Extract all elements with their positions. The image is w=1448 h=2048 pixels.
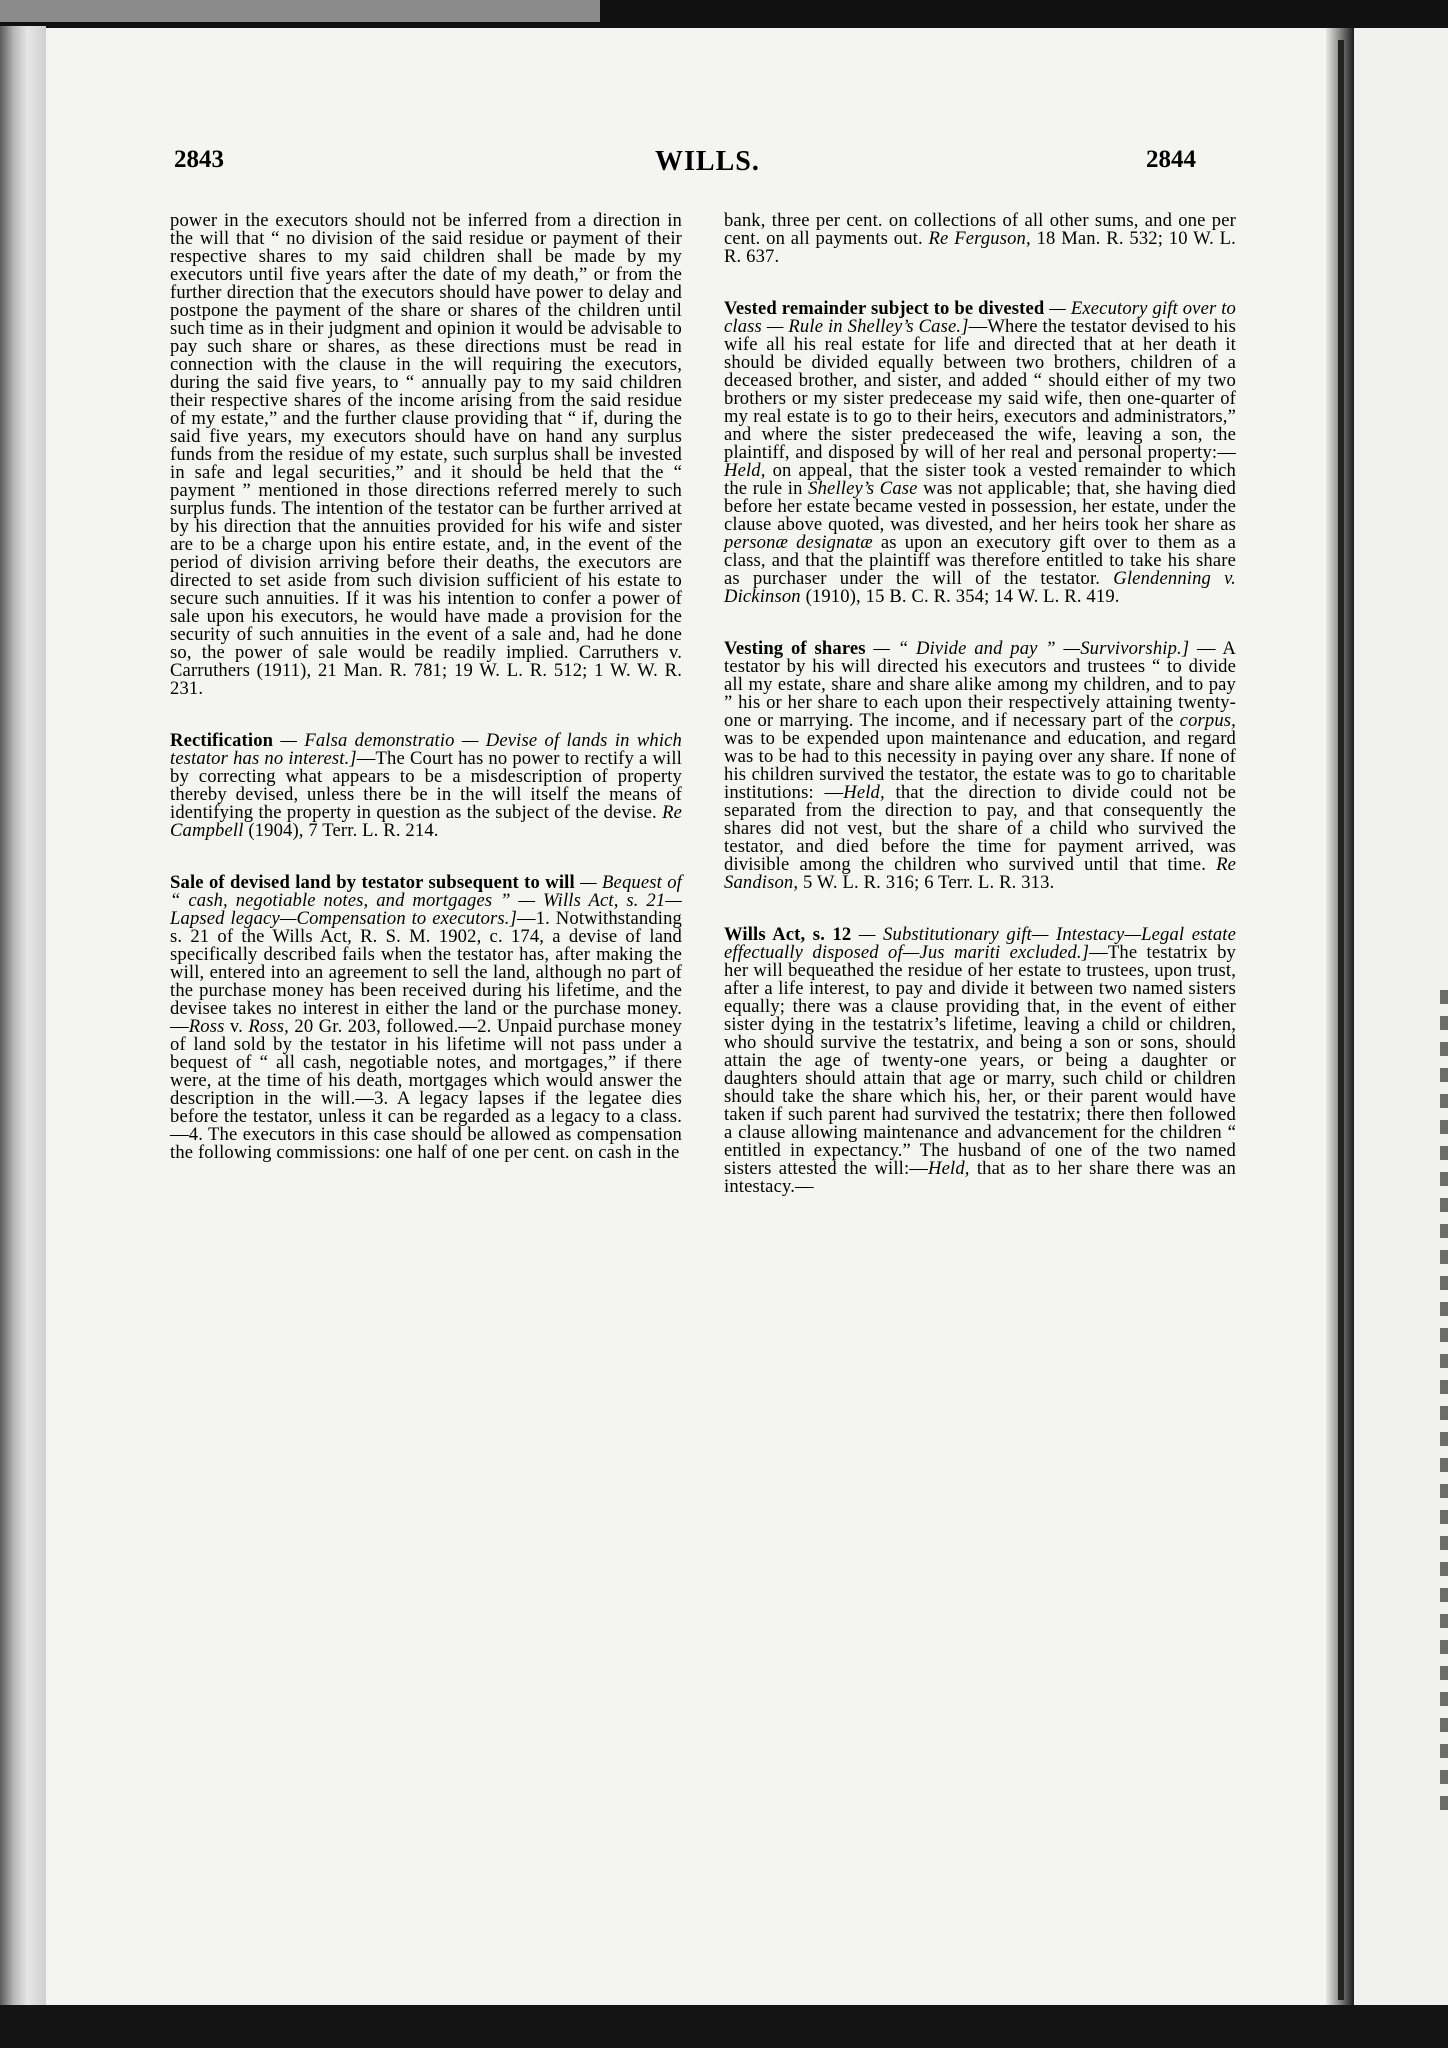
- right-column: [724, 212, 1236, 1196]
- case-citation: Glendenning v. Dickinson: [724, 568, 1236, 607]
- entry-text: was to be expended upon maintenance and education, and regard was to be had to this necessity in paying over any share. If none of his children survived the testator, the estate was to go to charitable institutions: —: [724, 728, 1236, 803]
- case-name: Shelley’s Case: [808, 478, 918, 499]
- entry-vesting-of-shares: [724, 640, 1236, 892]
- entry-subheading: — Bequest of “ cash, negotiable notes, and mortgages ” — Wills Act, s. 21—Lapsed legacy—Compensation to executors.]: [170, 872, 682, 929]
- entry-vested-remainder: [724, 300, 1236, 606]
- right-page-number: 2844: [1146, 146, 1196, 173]
- entry-text: was not applicable; that, she having died before her estate became vested in possession, her estate, under the clause above quoted, was divested, and her heirs took her share as: [724, 478, 1236, 535]
- entry-rectification: [170, 732, 682, 840]
- held-word: Held,: [928, 1158, 970, 1179]
- case-versus: v.: [229, 1016, 243, 1037]
- next-page-edge: [1354, 28, 1448, 2006]
- scan-border-top-light: [0, 0, 600, 22]
- entry-subheading: — Falsa demonstratio — Devise of lands in which testator has no interest.]: [170, 730, 682, 769]
- entry-text: —The testatrix by her will bequeathed the residue of her estate to trustees, upon trust, after a life interest, to pay and divide it between two named sisters equally; there was a clause providing that, in the event of either sister dying in the testatrix’s lifetime, leaving a child or children, who should survive the testatrix, and being a son or sons, should attain the age of twenty-one years, or being a daughter or daughters should attain that age or marry, such child or children should take the share which his, her, or their parent would have taken if such parent had survived the testatrix; there then followed a clause allowing maintenance and advancement for the children “ entitled in expectancy.” The husband of one of the two named sisters attested the will:—: [724, 942, 1236, 1179]
- next-page-shadow: [1338, 40, 1344, 2000]
- case-party: Ross: [188, 1016, 225, 1037]
- citation-report: (1904), 7 Terr. L. R. 214.: [248, 820, 439, 841]
- entry-text: bank, three per cent. on collections of all other sums, and one per cent. on all payments out.: [724, 210, 1236, 249]
- latin-term: corpus,: [1179, 710, 1236, 731]
- entry-text: —The Court has no power to rectify a will by correcting what appears to be a misdescription of property thereby devised, unless there be in the will itself the means of identifying the property in question as the subject of the devise.: [170, 748, 682, 823]
- latin-term: personæ designatæ: [724, 532, 873, 553]
- scan-border-bottom: [0, 2005, 1448, 2048]
- entry-heading: Vesting of shares: [724, 638, 866, 659]
- entry-text: — A testator by his will directed his executors and trustees “ to divide all my estate, share and share alike among my children, and to pay ” his or her share to each upon their respectively attaining twenty-one or marrying. The income, and if necessary part of the: [724, 638, 1236, 731]
- entry-sale-of-devised-land: [170, 874, 682, 1162]
- running-title: WILLS.: [655, 146, 760, 177]
- case-citation: Re Campbell: [170, 802, 682, 841]
- entry-text: on appeal, that the sister took a vested remainder to which the rule in: [724, 460, 1236, 499]
- next-page-text-fragments: [1440, 990, 1448, 1810]
- entry-text: as upon an executory gift over to them as a class, and that the plaintiff was therefore entitled to take his share as purchaser under the will of the testator.: [724, 532, 1236, 589]
- left-page-number: 2843: [174, 146, 224, 173]
- entry-wills-act-s12: [724, 926, 1236, 1196]
- left-column: [170, 212, 682, 1162]
- paragraph-ferguson: [724, 212, 1236, 266]
- entry-heading: Wills Act, s. 12: [724, 924, 852, 945]
- held-word: Held,: [724, 460, 766, 481]
- entry-text: that as to her share there was an intestacy.—: [724, 1158, 1236, 1197]
- citation-report: 5 W. L. R. 316; 6 Terr. L. R. 313.: [803, 872, 1055, 893]
- entry-heading: Sale of devised land by testator subsequent to will: [170, 872, 575, 893]
- entry-text: that the direction to divide could not be separated from the direction to pay, and that consequently the shares did not vest, but the share of a child who survived the testator, and died before the time for payment arrived, was divisible among the children who survived until that time.: [724, 782, 1236, 875]
- case-citation: Re Sandison,: [724, 854, 1236, 893]
- entry-subheading: — Substitutionary gift— Intestacy—Legal estate effectually disposed of—Jus mariti excluded.]: [724, 924, 1237, 963]
- entry-heading: Rectification: [170, 730, 274, 751]
- citation-report: (1910), 15 B. C. R. 354; 14 W. L. R. 419.: [805, 586, 1120, 607]
- case-citation: Re Ferguson,: [928, 228, 1031, 249]
- entry-subheading: — Executory gift over to class — Rule in Shelley’s Case.]: [724, 298, 1236, 337]
- entry-text: —1. Notwithstanding s. 21 of the Wills Act, R. S. M. 1902, c. 174, a devise of land specifically described fails when the testator has, after making the will, entered into an agreement to sell the land, although no part of the purchase money has been received during his lifetime, and the devisee takes no interest in either the land or the purchase money.—: [170, 908, 683, 1037]
- entry-subheading: — “ Divide and pay ” —Survivorship.]: [873, 638, 1190, 659]
- entry-text: 20 Gr. 203, followed.—2. Unpaid purchase money of land sold by the testator in his lifetime will not pass under a bequest of “ all cash, negotiable notes, and mortgages,” if there were, at the time of his death, mortgages which would answer the description in the will.—3. A legacy lapses if the legatee dies before the testator, unless it can be regarded as a legacy to a class.—4. The executors in this case should be allowed as compensation the following commissions: one half of one per cent. on cash in the: [170, 1016, 682, 1163]
- book-binding: [0, 26, 46, 2016]
- case-party: Ross,: [248, 1016, 289, 1037]
- paragraph-carruthers: power in the executors should not be inferred from a direction in the will that “ no division of the said residue or payment of their respective shares to my said children shall be made by my executors until five years after the date of my death,” or from the further direction that the executors should have power to delay and postpone the payment of the share or shares of the children until such time as in their judgment and opinion it would be advisable to pay such share or shares, as these directions must be read in connection with the clause in the will requiring the executors, during the said five years, to “ annually pay to my said children their respective shares of the income arising from the said residue of my estate,” and the further clause providing that “ if, during the said five years, my executors should have on hand any surplus funds from the residue of my estate, such surplus shall be invested in safe and legal securities,” and it should be held that the “ payment ” mentioned in those directions referred merely to such surplus funds. The intention of the testator can be further arrived at by his direction that the annuities provided for his wife and sister are to be a charge upon his entire estate, and, in the event of the period of division arriving before their deaths, the executors are directed to set aside from such division sufficient of his estate to secure such annuities. If it was his intention to confer a power of sale upon his executors, he would have made a provision for the security of such annuities in the event of a sale and, had he done so, the power of sale would be readily implied. Carruthers v. Carruthers (1911), 21 Man. R. 781; 19 W. L. R. 512; 1 W. W. R. 231.: [170, 210, 682, 699]
- held-word: Held,: [843, 782, 885, 803]
- entry-heading: Vested remainder subject to be divested: [724, 298, 1045, 319]
- citation-report: 18 Man. R. 532; 10 W. L. R. 637.: [724, 228, 1236, 267]
- entry-text: —Where the testator devised to his wife all his real estate for life and directed that at her death it should be divided equally between two brothers, children of a deceased brother, and sister, and added “ should either of my two brothers or my sister predecease my said wife, then one-quarter of my real estate is to go to their heirs, executors and administrators,” and where the sister predeceased the wife, leaving a son, the plaintiff, and disposed by will of her real and personal property:—: [724, 316, 1236, 463]
